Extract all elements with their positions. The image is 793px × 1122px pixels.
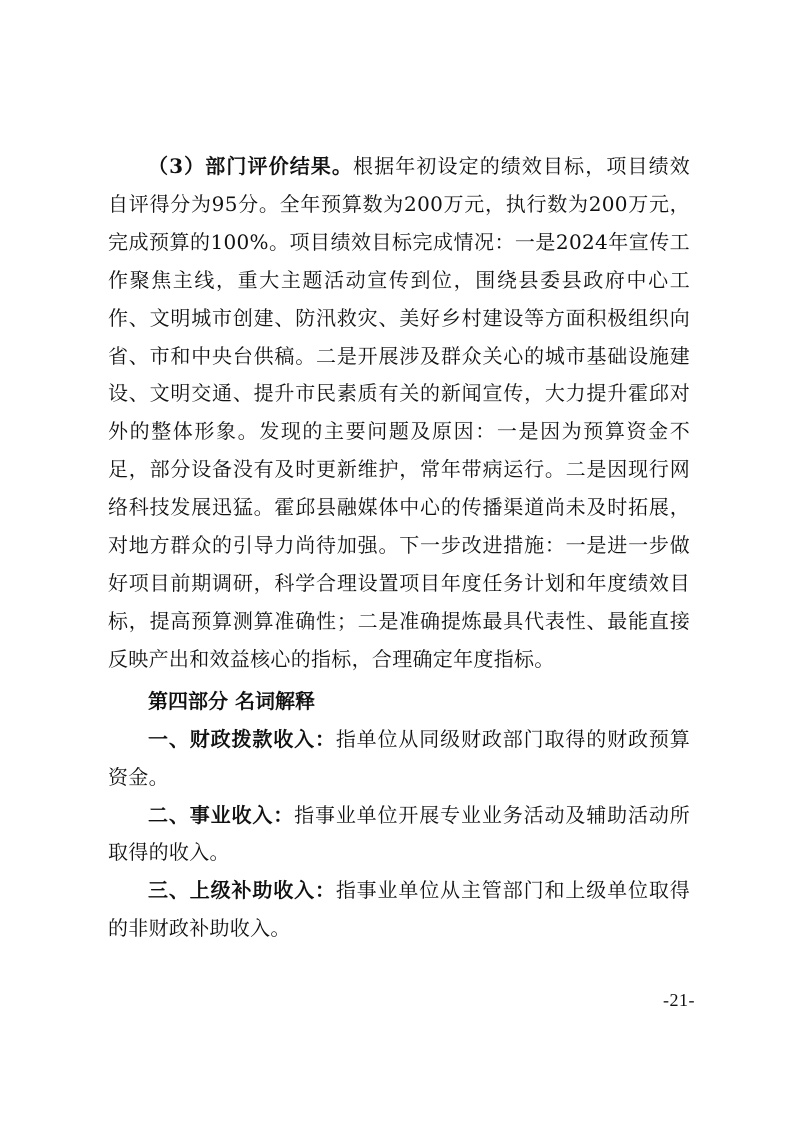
section-heading: 第四部分 名词解释 xyxy=(148,688,315,713)
evaluation-body: 根据年初设定的绩效目标，项目绩效自评得分为95分。全年预算数为200万元，执行数为200万元，完成预算的100%。项目绩效目标完成情况：一是2024年宣传工作聚焦主线，重大主题活动宣传到位，围绕县委县政府中心工作、文明城市创建、防汛救灾、美好乡村建设等方面积极组织向省、市和中央台供稿。二是开展涉及群众关心的城市基础设施建设、文明交通、提升市民素质有关的新闻宣传，大力提升霍邱对外的整体形象。发现的主要问题及原因：一是因为预算资金不足，部分设备没有及时更新维护，常年带病运行。二是因现行网络科技发展迅猛。霍邱县融媒体中心的传播渠道尚未及时拓展，对地方群众的引导力尚待加强。下一步改进措施：一是进一步做好项目前期调研，科学合理设置项目年度任务计划和年度绩效目标，提高预算测算准确性；二是准确提炼最具代表性、最能直接反映产出和效益核心的指标，合理确定年度指标。 xyxy=(108,154,690,671)
evaluation-paragraph xyxy=(108,148,690,679)
page-number: -21- xyxy=(663,990,695,1010)
page-content xyxy=(108,148,690,948)
definition-text: 指事业单位从主管部门和上级单位取得的非财政补助收入。 xyxy=(108,878,690,941)
definition-item xyxy=(108,797,690,873)
definition-text: 指事业单位开展专业业务活动及辅助活动所取得的收入。 xyxy=(108,802,690,865)
definition-term: 三、上级补助收入： xyxy=(148,878,336,903)
evaluation-lead: （3）部门评价结果。 xyxy=(148,154,354,178)
definition-text: 指单位从同级财政部门取得的财政预算资金。 xyxy=(108,726,690,789)
definition-item xyxy=(108,721,690,797)
definition-item xyxy=(108,872,690,948)
definition-term: 二、事业收入： xyxy=(148,802,295,827)
definition-term: 一、财政拨款收入： xyxy=(148,726,336,751)
